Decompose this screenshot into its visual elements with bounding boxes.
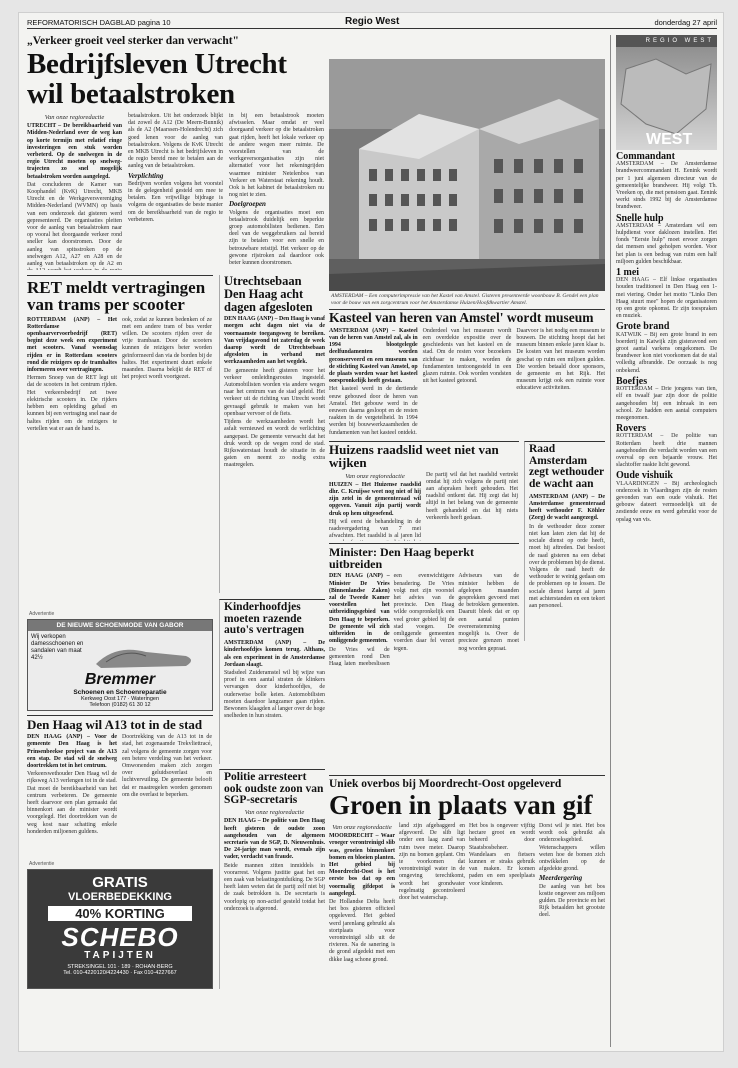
divider (329, 441, 519, 442)
crosshead: Meerdergering (539, 874, 583, 883)
article-lead: DEN HAAG (ANP) – Den Haag is vanaf morgen acht dagen niet via de voornaamste toegangsweg te bereiken. Van vrijdagavond tot zaterdag de week daarop wordt de Utrechtsebaan afgesloten in verband met werkzaamheden aan het wegdek. (224, 316, 325, 366)
article-lead: DEN HAAG – De politie van Den Haag heeft gisteren de oudste zoon aangehouden van de algemeen secretaris van de SGP, D. Nieuwenhuis. De 24-jarige man wordt, evenals zijn vader, verdacht van fraude. (224, 818, 325, 861)
article-headline: Kasteel van heren van Amstel' wordt museum (329, 311, 594, 325)
article-column (329, 823, 395, 965)
ad-text: Wij verkopen damesschoenen en sandalen van maat 42½ (31, 634, 84, 661)
article-minister (329, 546, 519, 666)
article-text: Doortrekking van de A13 tot in de stad, het zogenaamde Trekvliettracé, zal volgens de gemeente zorgen voor een betere verdeling van het verkeer. Omwonenden maken zich zorgen over geluidsoverlast en luchtvervuiling. De gemeente belooft dat er maatregelen worden genomen om die overlast te beperken. (122, 734, 212, 798)
article-text: betaalstroken. Uit het onderzoek blijkt dat zowel de A12 (De Meern-Bunnik) als de A2 (Maarssen-Holendrecht) zich goed lenen voor de aanleg van betaalstroken. Volgens de KvK Utrecht en MKB Utrecht is het bedrijfsleven in de regio bereid mee te betalen aan de aanleg van de betaalstroken. (128, 113, 223, 170)
article-headline: Groen in plaats van gif (329, 790, 593, 820)
article-text: De Vries wil de gemeenten rond Den Haag laten meebeslissen (329, 646, 390, 666)
article-text: in bij een betaalstrook moeten afwisselen. Maar omdat er veel doorgaand verkeer op die betaalstroken gaat rijden, heeft het lokale verkeer op de andere wegen meer ruimte. De voorstellen van de werkgeversorganisaties zijn niet alternatief voor het rekeningrijden waarmee minister Netelenbos van Verkeer en Waterstaat rekening houdt. Ook is het kabinet de betaalstroken nu nog niet te zien. (229, 113, 324, 199)
article-column (423, 328, 512, 438)
logo-text: REGIO WEST (616, 35, 717, 47)
news-item-text: ROTTERDAM – De politie van Rotterdam heeft drie mannen aangehouden die verdacht worden van een overval op een bejaarde vrouw. Het slachtoffer raakte licht gewond. (616, 433, 717, 469)
news-item-text: AMSTERDAM – Amsterdam wil een hulpdienst voor daklozen instellen. Het fonds "Eerste hulp" moet ervoor zorgen dat mensen snel geholpen worden. Voor het plan is een bedrag van ruim een half miljoen gulden beschikbaar. (616, 222, 717, 265)
article-headline: Den Haag wil A13 tot in de stad (27, 718, 203, 732)
section-title: Regio West (345, 16, 400, 27)
article-text: Het kasteel werd in de dertiende eeuw gebouwd door de heren van Amstel. Het gebouw werd in de eeuwen daarna gesloopt en de resten raakten in de vergetelheid. In 1994 werden bij bouwwerkzaamheden de fundamenten van het kasteel ontdekt. (329, 386, 418, 436)
ad-phone: Tel. 010-4220120/4224430 · Fax 010-4227667 (63, 970, 177, 976)
article-text: ook, zodat ze kunnen bedenken of ze met een andere tram of bus verder willen. De scooters rijden over de vrije trambaan. Door de scooters kunnen de reizigers beter worden geïnformeerd dan via de borden bij de haltes. Het experiment duurt enkele maanden. Daarna bekijkt de RET of het project wordt voortgezet. (122, 316, 212, 381)
article-column (469, 823, 535, 965)
news-item-text: DEN HAAG – Elf linkse organisaties houden traditioneel in Den Haag een 1-mei viering. Onder het motto "Links Den Haag stuurt mee" hopen de organisatoren op een grote opkomst. Er zijn toespraken en muziek. (616, 277, 717, 320)
news-item-text: AMSTERDAM – De Amsterdamse brandweercommandant H. Eenink wordt per 1 juni algemeen directeur van de gemeentelijke brandweer. Hij volgt Th. Vreeken op, die met pensioen gaat. Eenink werkt sinds 1992 bij de Amsterdamse brandweer. (616, 161, 717, 211)
news-item-text: VLAARDINGEN – Bij archeologisch onderzoek in Vlaardingen zijn de resten gevonden van een oude vishuik. Het gebouw dateert vermoedelijk uit de zestiende eeuw en werd gebruikt voor de opslag van vis. (616, 480, 717, 523)
news-item-text: ROTTERDAM – Drie jongens van tien, elf en twaalf jaar zijn door de politie aangehouden bij een inbraak in een school. Ze hadden een aantal computers meegenomen. (616, 386, 717, 421)
article-column (27, 113, 122, 270)
byline: Van onze regioredactie (44, 114, 105, 121)
article-kicker: Uniek overbos bij Moordrecht-Oost opgeleverd (329, 778, 562, 790)
ad-address: STREKSINGEL 101 · 189 · ROHAN·BERG (67, 964, 173, 970)
shoe-icon (86, 634, 209, 674)
article-text: Stadsdeel Zuideramstel wil bij wijze van proef in een aantal straten de klinkers vervangen door kinderhoofdjes, de ouderwetse bolle keien. Automobilisten moeten daardoor langzamer gaan rijden. Bewoners klaagden al langer over de hoge snelheden in hun straten. (224, 669, 325, 720)
divider (329, 775, 605, 776)
newspaper-page (18, 12, 724, 1052)
article-lead: DEN HAAG (ANP) – Voor de gemeente Den Haag is het Prinsenbeekse project van de A13 een stap. De stad wil de snelweg doortrekken tot in het centrum. (27, 734, 117, 770)
article-headline: Raad Amsterdam zegt wethouder de wacht aan (529, 443, 604, 491)
article-lead: DEN HAAG (ANP) – Minister De Vries (Binnenlandse Zaken) zal de Tweede Kamer voorstellen het uitbreidingsgebied van Den Haag te beperken. De gemeente wil zich uitbreiden in de omliggende gemeenten. (329, 573, 390, 645)
article-text: Beide mannen zitten inmiddels in voorarrest. Volgens justitie gaat het om een zaak van belastingontduiking. De SGP heeft laten weten dat de partij zelf niet bij de zaak betrokken is. De secretaris is voorlopig op non-actief gesteld totdat het onderzoek is afgerond. (224, 862, 325, 912)
article-utrechtsebaan (219, 275, 325, 593)
article-groen (329, 778, 605, 1048)
article-text: Verkeerswethouder Den Haag wil de rijksweg A13 verlengen tot in de stad. Dat moet de bereikbaarheid van het centrum verbeteren. De gemeente heeft daarvoor een plan gemaakt dat binnenkort aan de minister wordt voorgelegd. Het doortrekken van de weg kost naar schatting enkele honderden miljoenen guldens. (27, 771, 117, 835)
article-column (229, 113, 324, 270)
article-text: Tijdens de werkzaamheden wordt het asfalt vernieuwd en wordt de verlichting aangepast. De gemeente verwacht dat het druk wordt op de wegen rond de stad. Rijkswaterstaat houdt de situatie in de gaten en neemt zo nodig extra maatregelen. (224, 419, 325, 469)
ad-label: Advertentie (29, 861, 55, 867)
article-text: Adviseurs van de minister hebben de afgelopen maanden gesprekken gevoerd met de betrokken gemeenten. Daaruit bleek dat er op een aantal punten overeenstemming mogelijk is. Over de precieze grenzen moet nog worden gepraat. (458, 573, 519, 652)
article-lead: AMSTERDAM (ANP) – Kasteel van de heren van Amstel zal, als in 1994 blootgelegde deelfundamenten worden geconserveerd en een museum van de stichting Kasteel van Amstel, op de plaats worden waar het kasteel oorspronkelijk heeft gestaan. (329, 327, 418, 385)
ad-tagline: Schoenen en Schoenreparatie (73, 689, 167, 696)
article-a13 (27, 718, 213, 858)
news-item-title: Snelle hulp (616, 212, 664, 224)
divider (27, 275, 213, 276)
article-text: land zijn afgebaggerd en afgevoerd. De slib ligt onder een laag zand van ruim twee meter. Daarop zijn nu bomen geplant. Om te voorkomen dat verontreinigd water in de omgeving terechtkomt, wordt het grondwater regelmatig gecontroleerd door het waterschap. (399, 823, 465, 902)
ad-brand-sub: TAPIJTEN (84, 950, 156, 961)
article-raad-amsterdam (524, 441, 605, 641)
article-lead: ROTTERDAM (ANP) – Het Rotterdamse openbaarvervoerbedrijf (RET) begint deze week een experiment met scooters. Vanaf woensdag rijden er in Rotterdam scooters rond die reizigers op de tramhaltes informeren over vertragingen. (27, 316, 117, 374)
article-column (539, 823, 605, 965)
article-column (122, 734, 212, 837)
article-headline: Huizens raadslid weet niet van wijken (329, 443, 499, 471)
article-column (329, 472, 421, 542)
crosshead: Verplichting (128, 171, 164, 180)
article-text: De partij wil dat het raadslid vertrekt omdat hij zich volgens de partij niet aan afspraken heeft gehouden. Het raadslid ontkent dat. Hij zegt dat hij altijd in het belang van de gemeente heeft gehandeld en dat hij niets verkeerds heeft gedaan. (426, 471, 518, 521)
byline: Van onze regioredactie (244, 809, 305, 817)
article-text: een evenwichtigere benadering. De Vries volgt met zijn voorstel het advies van de provincie. Den Haag wilde oorspronkelijk een veel groter gebied bij de stad voegen. De omliggende gemeenten voerden daar fel verzet tegen. (393, 573, 455, 652)
ad-brand-name: Bremmer (84, 671, 156, 688)
article-text: De Hollandse Delta heeft het bos gisteren officieel opgeleverd. Het gebied werd jarenlang gebruikt als stortplaats voor verontreinigd slib uit de rivieren. Na de sanering is de grond afgedekt met een dikke laag schone grond. (329, 899, 395, 963)
ad-label: Advertentie (29, 611, 55, 617)
article-column (394, 573, 455, 666)
article-text: De aanleg van het bos kostte ongeveer zes miljoen gulden. De provincie en het Rijk betaalden het grootste deel. (539, 883, 605, 919)
article-text: Het bos is ongeveer vijftig hectare groot en wordt beheerd door Staatsbosbeheer. Wandelaars en fietsers kunnen er straks gebruik van maken. Er komen paden en een speelplaats voor kinderen. (469, 823, 535, 887)
ad-headline: GRATIS (92, 874, 148, 891)
sidebar-column (610, 35, 717, 1047)
article-headline: Minister: Den Haag beperkt uitbreiden (329, 546, 474, 572)
article-lead: MOORDRECHT – Waar vroeger verontreinigd slib was, groeien binnenkort bomen en bloeien planten. Het gebied bij Moordrecht-Oost is het eerste bos dat op een voormalig gifdepot is aangelegd. (329, 833, 395, 897)
article-kasteel (329, 311, 605, 439)
ad-schebo[interactable] (27, 869, 213, 989)
article-headline: Kinderhoofdjes moeten razende auto's vertragen (224, 601, 305, 637)
ad-brand-name: SCHEBO (61, 922, 179, 952)
article-text: In de wethouder deze zomer niet kan laten zien dat hij de sociale dienst op orde heeft, moet hij aftreden. Dat besloot de raad gisteren na een debat over de problemen bij de dienst. Volgens de raad heeft de wethouder te weinig gedaan om de problemen op te lossen. De sociale dienst kampt al jaren met achterstanden en een tekort aan personeel. (529, 523, 605, 609)
sidebar-items (616, 153, 717, 524)
article-text: Daarvoor is het nodig een museum te bouwen. De stichting hoopt dat het museum binnen enkele jaren klaar is. De kosten van het museum worden geschat op ruim een miljoen gulden. Die worden betaald door sponsors, de gemeente en het Rijk. Het museum krijgt ook een ruimte voor educatieve activiteiten. (516, 327, 605, 392)
article-headline: Politie arresteert ook oudste zoon van SGP-secretaris (224, 771, 324, 807)
article-text: Dorst wil je niet. Het bos wordt ook gebruikt als onderzoeksgebied. Wetenschappers willen weten hoe de bomen zich ontwikkelen op de afgedekte grond. (539, 823, 605, 873)
paper-name: REFORMATORISCH DAGBLAD pagina 10 (27, 18, 171, 27)
regio-west-logo (616, 35, 717, 150)
article-column (329, 573, 390, 666)
article-betaalstroken (27, 35, 325, 270)
article-column (516, 328, 605, 438)
article-column (458, 573, 519, 666)
news-item-title: 1 mei (616, 267, 640, 279)
article-text: De gemeente heeft gisteren voor het verkeer omleidingsroutes ingesteld. Automobilisten worden via andere wegen naar het centrum van de stad geleid. Het verkeer uit de richting van Utrecht wordt gevraagd gebruik te maken van het openbaar vervoer of de fiets. (224, 367, 325, 417)
article-lead: UTRECHT – De bereikbaarheid van Midden-Nederland over de weg kan op korte termijn met relatief ringe investeringen een stuk worden verbeterd. Op de snelwegen in de regio Utrecht moeten op snelweg-trajecten zo snel mogelijk betaalstroken worden aangelegd. (27, 123, 122, 180)
article-column (224, 809, 325, 913)
castle-impression-image (329, 59, 605, 291)
article-lead: AMSTERDAM (ANP) – De kinderhoofdjes komen terug. Althans, als een experiment in de Amsterdamse Jordaan slaagt. (224, 640, 325, 668)
article-column (224, 640, 325, 720)
article-text: Bedrijven worden volgens het voorstel in de gelegenheid gesteld om mee te betalen. Een vrijwillige bijdrage is volgens de organisaties de beste manier om de bereikbaarheid van de regio te verbeteren. (128, 180, 223, 223)
article-column (224, 316, 325, 469)
article-column (122, 317, 212, 434)
article-column (329, 328, 418, 438)
svg-text:WEST: WEST (646, 131, 693, 148)
divider (27, 715, 213, 716)
article-column (399, 823, 465, 965)
article-text: Volgens de organisaties moet een betaalstrook duidelijk een beperkte groep automobilisten bedienen. Een deel van de weggebruikers zal bereid zijn te betalen voor een snelle en betrouwbare reistijd. Het verkeer op de gewone rijstroken zal daardoor ook beter kunnen doorstromen. (229, 209, 324, 267)
article-kicker: „Verkeer groeit veel sterker dan verwacht" (27, 35, 239, 47)
ad-subheadline: VLOERBEDEKKING (68, 891, 172, 903)
building-photo (329, 59, 605, 291)
ad-bremmer[interactable] (27, 619, 213, 711)
article-column (27, 317, 117, 434)
byline: Van onze regioredactie (345, 472, 405, 480)
map-icon (616, 49, 716, 149)
ad-address: Kerkweg Oost 177 · Wateringen (80, 696, 160, 702)
news-item-title: Rovers (616, 423, 646, 435)
article-politie (219, 769, 325, 989)
photo-caption: AMSTERDAM – Een computerimpressie van het Kastel van Amstel. Gisteren presenteerde woonbouw B. Gendel een plan voor de bouw van een zorgcentrum voor het Amsterdamse Huizen/Hoofdkwartier Amstel. (331, 293, 599, 306)
page-date: donderdag 27 april (654, 18, 717, 27)
article-text: Hij wil eerst de behandeling in de raadsvergadering van 7 mei afwachten. Het raadslid is al jaren lid (329, 518, 421, 540)
news-item-title: Oude vishuik (616, 470, 673, 482)
article-column (529, 494, 605, 610)
article-column (27, 734, 117, 837)
divider (329, 309, 605, 310)
news-item-title: Grote brand (616, 321, 670, 333)
article-ret-scooter (27, 279, 213, 609)
article-kinderhoofdjes (219, 599, 325, 764)
article-lead: HUIZEN – Het Huizense raadslid dhr. C. Kruijsse weet nog niet of hij zijn zetel in de gemeenteraad wil opgeven. Vanuit zijn partij wordt druk op hem uitgeoefend. (329, 481, 421, 517)
news-item-title: Boefjes (616, 375, 648, 387)
ad-phone: Telefoon (0182) 61 30 12 (89, 702, 151, 708)
divider (329, 543, 519, 544)
article-text: Onderdeel van het museum wordt een overdekte expositie over de geschiedenis van het kasteel en de stad. Om de resten voor bezoekers zichtbaar te maken, worden de fundamenten tentoongesteld in een glazen ruimte. Ook worden vondsten uit het kasteel getoond. (422, 327, 512, 385)
article-lead: AMSTERDAM (ANP) – De Amsterdamse gemeenteraad heeft wethouder F. Köhler (Zorg) de wacht aangezegd. (529, 493, 605, 522)
article-text: Hermen Snoep van de RET legt uit dat de scooters in het centrum rijden. Het verkeersbedrijf zet twee elektrische scooters in. De rijders hebben een opleiding gehad en kunnen bij een vertraging snel naar de haltes rijden om de reizigers te vertellen wat er aan de hand is. (27, 375, 117, 432)
news-item-text: KATWIJK – Bij een grote brand in een boerderij in Katwijk zijn gisteravond een groot aantal varkens omgekomen. De brandweer kon niet voorkomen dat de stal volledig afbrandde. De oorzaak is nog onbekend. (616, 331, 717, 374)
article-column (426, 472, 518, 542)
ad-discount: 40% KORTING (48, 906, 192, 921)
byline: Van onze regioredactie (332, 824, 392, 831)
article-text: Dat concluderen de Kamer van Koophandel (KvK) Utrecht, MKB Utrecht en de Werkgeversvereniging Midden-Nederland (WVMN) op basis van een onderzoek dat gisteren werd gepresenteerd. De organisaties pleiten voor de aanleg van betaalstroken naar op vooral het doorgaande verkeer rond sneller kan doorstromen. Door de aanleg van spitsstroken op de snelwegen A12, A27 en A28 en de aanleg van betaalstroken op de A2 en (27, 181, 122, 268)
ad-banner: DE NIEUWE SCHOENMODE VAN GABOR (28, 620, 212, 631)
page-header (27, 15, 717, 29)
article-column (128, 113, 223, 270)
crosshead: Doelgroepen (229, 200, 266, 209)
news-item-title: Commandant (616, 151, 675, 162)
article-headline: Utrechtsebaan Den Haag acht dagen afgesloten (224, 275, 313, 314)
article-headline: RET meldt vertragingen van trams per scooter (27, 279, 206, 315)
article-huizens (329, 443, 519, 541)
article-headline: Bedrijfsleven Utrecht wil betaalstroken (27, 48, 287, 110)
